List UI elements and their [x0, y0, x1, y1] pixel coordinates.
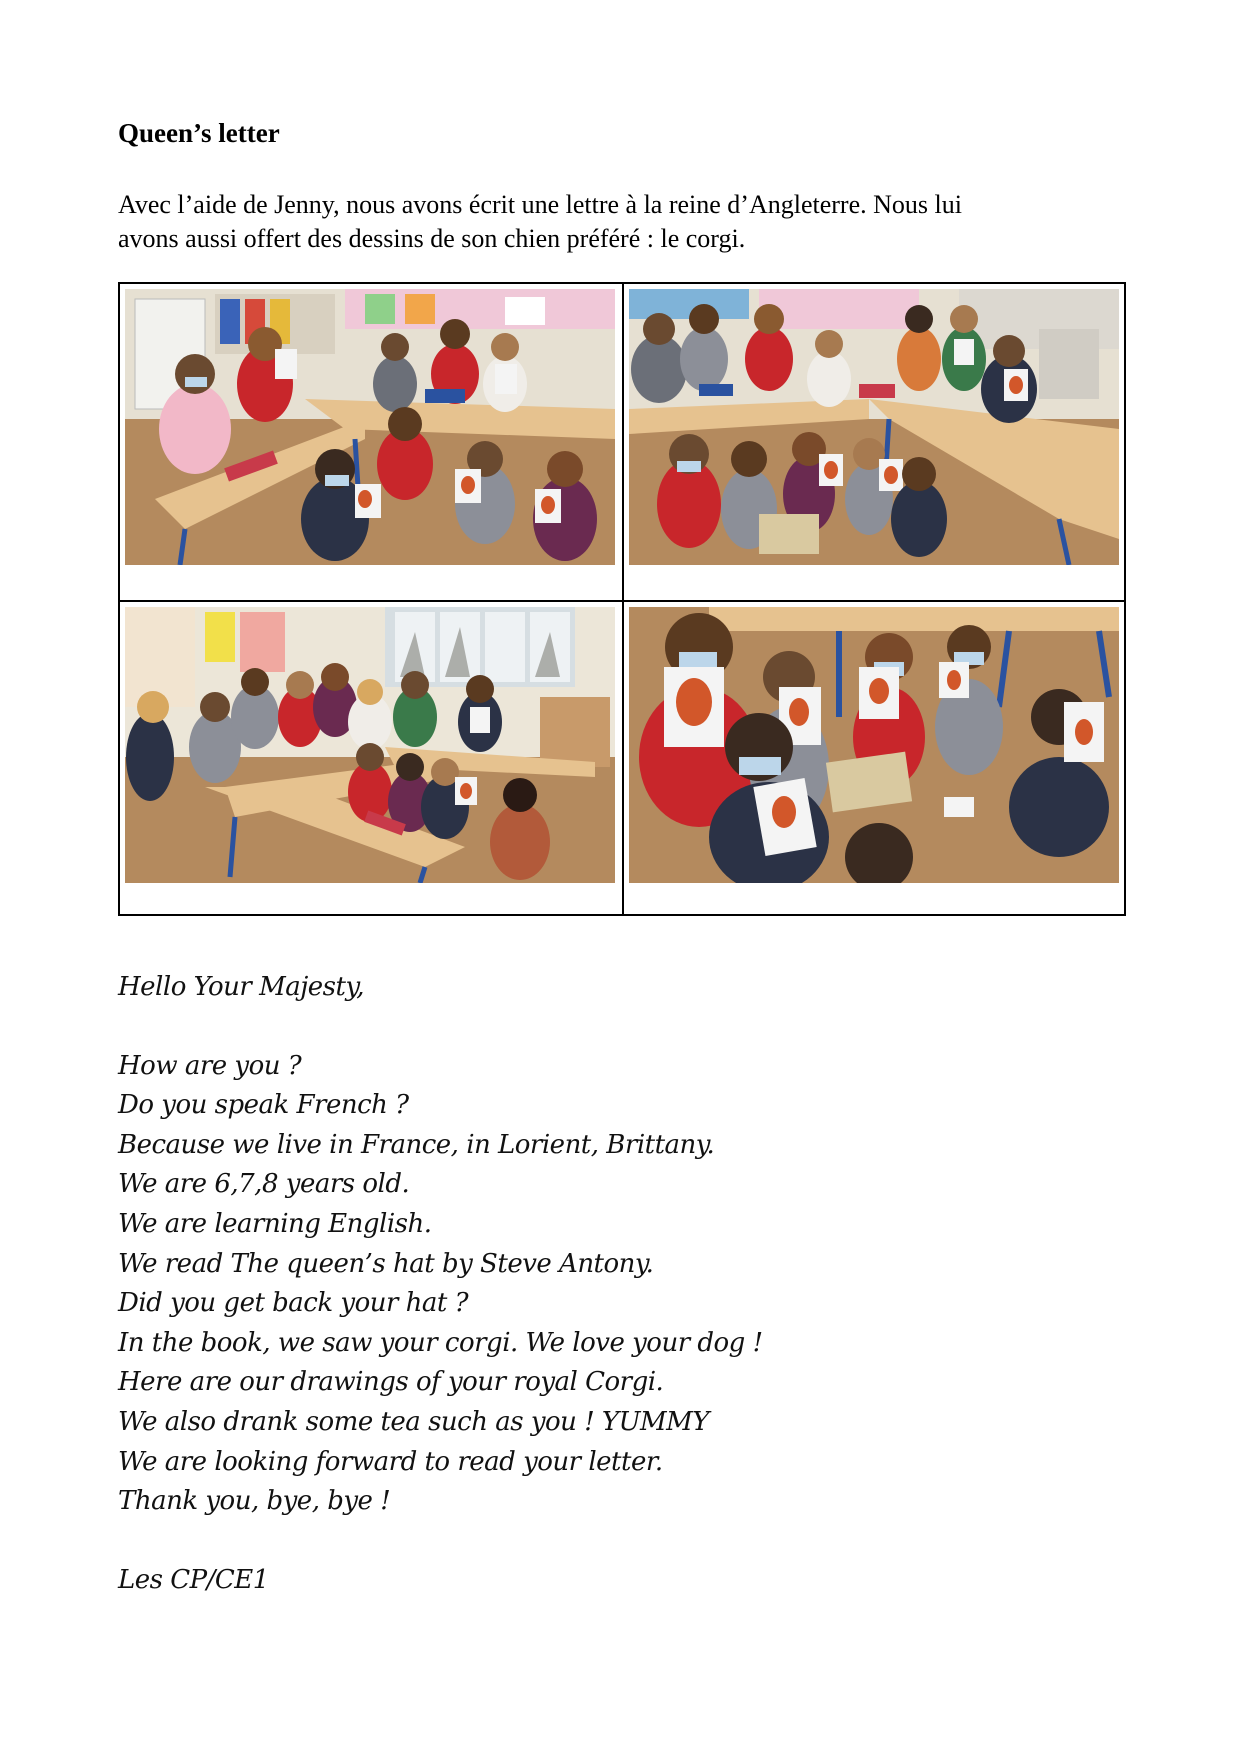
letter-body [118, 968, 1018, 1600]
classroom-photo-4 [629, 607, 1119, 883]
classroom-photo-3-image [125, 607, 615, 883]
classroom-photo-3 [125, 607, 615, 883]
letter-signature: Les CP/CE1 [118, 1564, 269, 1595]
classroom-photo-4-image [629, 607, 1119, 883]
letter-line: Did you get back your hat ? [118, 1288, 469, 1319]
letter-line: We are looking forward to read your letter. [118, 1446, 663, 1477]
page-title: Queen’s letter [118, 118, 280, 148]
classroom-photo-1 [125, 289, 615, 565]
letter-line: Do you speak French ? [118, 1090, 409, 1121]
grid-divider-vertical [622, 284, 624, 914]
letter-line: We also drank some tea such as you ! YUMMY [118, 1406, 709, 1437]
intro-line: Avec l’aide de Jenny, nous avons écrit une lettre à la reine d’Angleterre. Nous lui [118, 190, 962, 219]
letter-line: We are learning English. [118, 1208, 432, 1239]
letter-line: Thank you, bye, bye ! [118, 1486, 391, 1517]
letter-line: Here are our drawings of your royal Corgi. [118, 1367, 664, 1398]
letter-line: We read The queen’s hat by Steve Antony. [118, 1248, 654, 1279]
letter-line: We are 6,7,8 years old. [118, 1169, 410, 1200]
grid-divider-horizontal [120, 600, 1124, 602]
intro-paragraph [118, 188, 1128, 256]
photo-grid [118, 282, 1126, 916]
intro-line: avons aussi offert des dessins de son chien préféré : le corgi. [118, 224, 746, 253]
classroom-photo-1-image [125, 289, 615, 565]
letter-line: In the book, we saw your corgi. We love your dog ! [118, 1327, 763, 1358]
classroom-photo-2 [629, 289, 1119, 565]
letter-line: Because we live in France, in Lorient, Brittany. [118, 1129, 715, 1160]
classroom-photo-2-image [629, 289, 1119, 565]
letter-greeting: Hello Your Majesty, [118, 972, 364, 1002]
letter-line: How are you ? [118, 1050, 302, 1081]
